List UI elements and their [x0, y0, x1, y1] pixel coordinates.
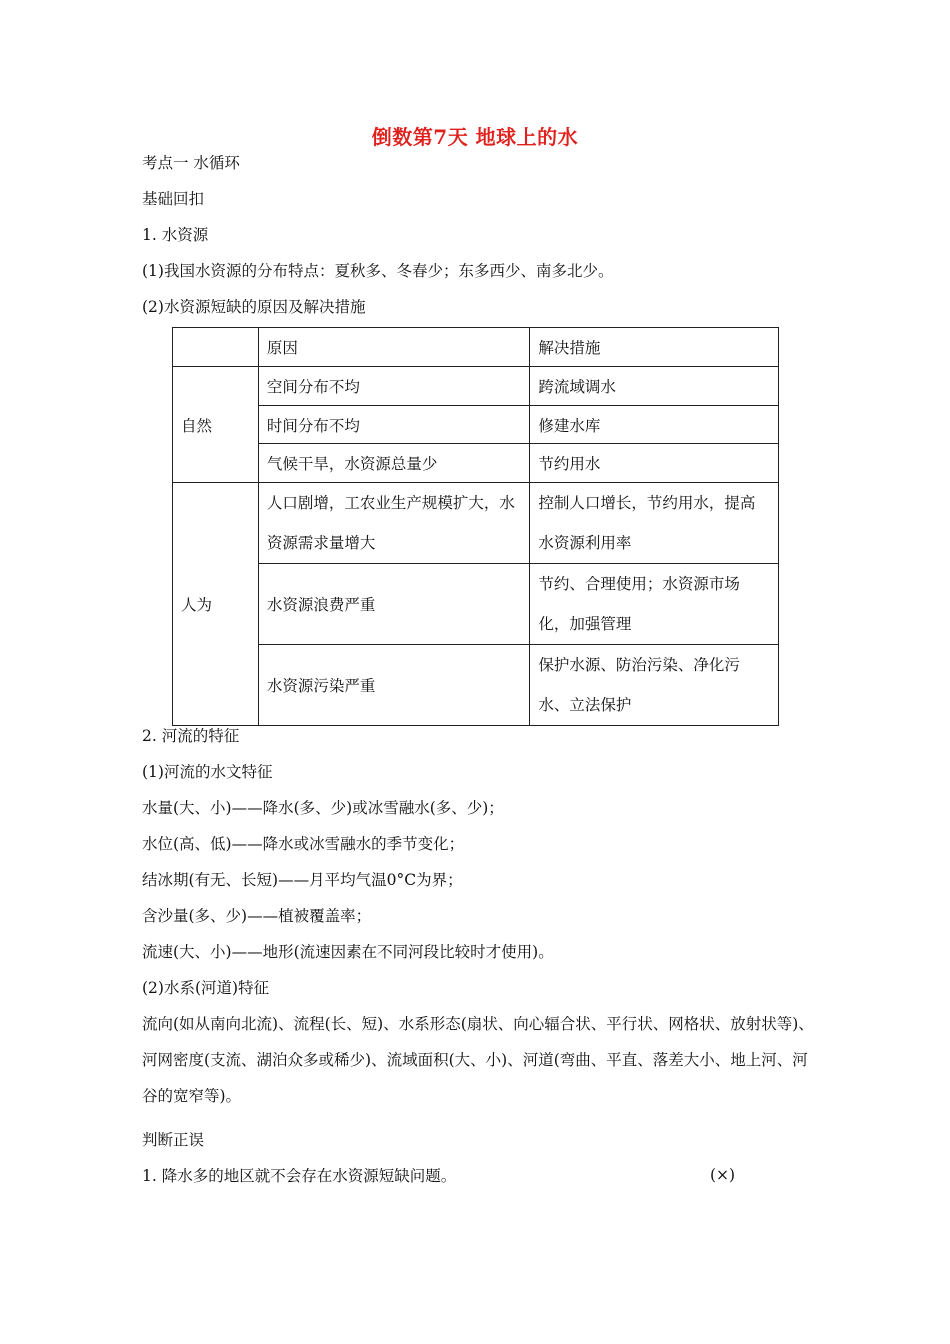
table-cell: 修建水库 — [530, 406, 779, 444]
table-cell: 控制人口增长，节约用水，提高水资源利用率 — [530, 483, 779, 564]
paragraph: (1)河流的水文特征 — [142, 763, 273, 781]
paragraph: 流向(如从南向北流)、流程(长、短)、水系形态(扇状、向心辐合状、平行状、网格状、放射状等)、河网密度(支流、湖泊众多或稀少)、流域面积(大、小)、河道(弯曲、平直、落差大小、地上河、河谷的宽窄等)。 — [142, 1015, 814, 1105]
water-shortage-table — [172, 327, 779, 726]
table-cell: 人口剧增，工农业生产规模扩大，水资源需求量增大 — [258, 483, 530, 564]
item-heading: 2. 河流的特征 — [142, 727, 240, 745]
page-title: 倒数第7天 地球上的水 — [371, 125, 579, 149]
question: 1. 降水多的地区就不会存在水资源短缺问题。 — [142, 1167, 457, 1185]
table-row — [173, 406, 779, 444]
table-header-cause: 原因 — [258, 328, 530, 367]
group-label-natural: 自然 — [173, 367, 259, 483]
item-heading: 1. 水资源 — [142, 226, 209, 244]
table-row — [173, 328, 779, 367]
paragraph: (1)我国水资源的分布特点：夏秋多、冬春少；东多西少、南多北少。 — [142, 262, 614, 280]
table-cell: 时间分布不均 — [258, 406, 530, 444]
table-cell: 空间分布不均 — [258, 367, 530, 406]
paragraph: 含沙量(多、少)——植被覆盖率； — [142, 907, 372, 925]
table-cell: 跨流域调水 — [530, 367, 779, 406]
answer-mark: (×) — [710, 1166, 736, 1184]
group-label-human: 人为 — [173, 483, 259, 726]
table-cell: 节约、合理使用；水资源市场化，加强管理 — [530, 564, 779, 645]
table-cell: 水资源污染严重 — [258, 645, 530, 726]
table-row — [173, 483, 779, 564]
table-row — [173, 367, 779, 406]
table-row — [173, 444, 779, 483]
section-heading: 考点一 水循环 — [142, 154, 240, 172]
table-row — [173, 645, 779, 726]
paragraph: 结冰期(有无、长短)——月平均气温0°C为界； — [142, 871, 463, 889]
table-row — [173, 564, 779, 645]
table-cell — [173, 328, 259, 367]
subsection-heading: 基础回扣 — [142, 190, 205, 208]
paragraph: (2)水系(河道)特征 — [142, 979, 270, 997]
paragraph: 水位(高、低)——降水或冰雪融水的季节变化； — [142, 835, 465, 853]
table-cell: 保护水源、防治污染、净化污水、立法保护 — [530, 645, 779, 726]
table-cell: 节约用水 — [530, 444, 779, 483]
paragraph: 水量(大、小)——降水(多、少)或冰雪融水(多、少)； — [142, 799, 504, 817]
paragraph: 流速(大、小)——地形(流速因素在不同河段比较时才使用)。 — [142, 943, 554, 961]
table-header-measure: 解决措施 — [530, 328, 779, 367]
table-cell: 气候干旱，水资源总量少 — [258, 444, 530, 483]
table-cell: 水资源浪费严重 — [258, 564, 530, 645]
paragraph: (2)水资源短缺的原因及解决措施 — [142, 298, 366, 316]
subsection-heading: 判断正误 — [142, 1131, 205, 1149]
